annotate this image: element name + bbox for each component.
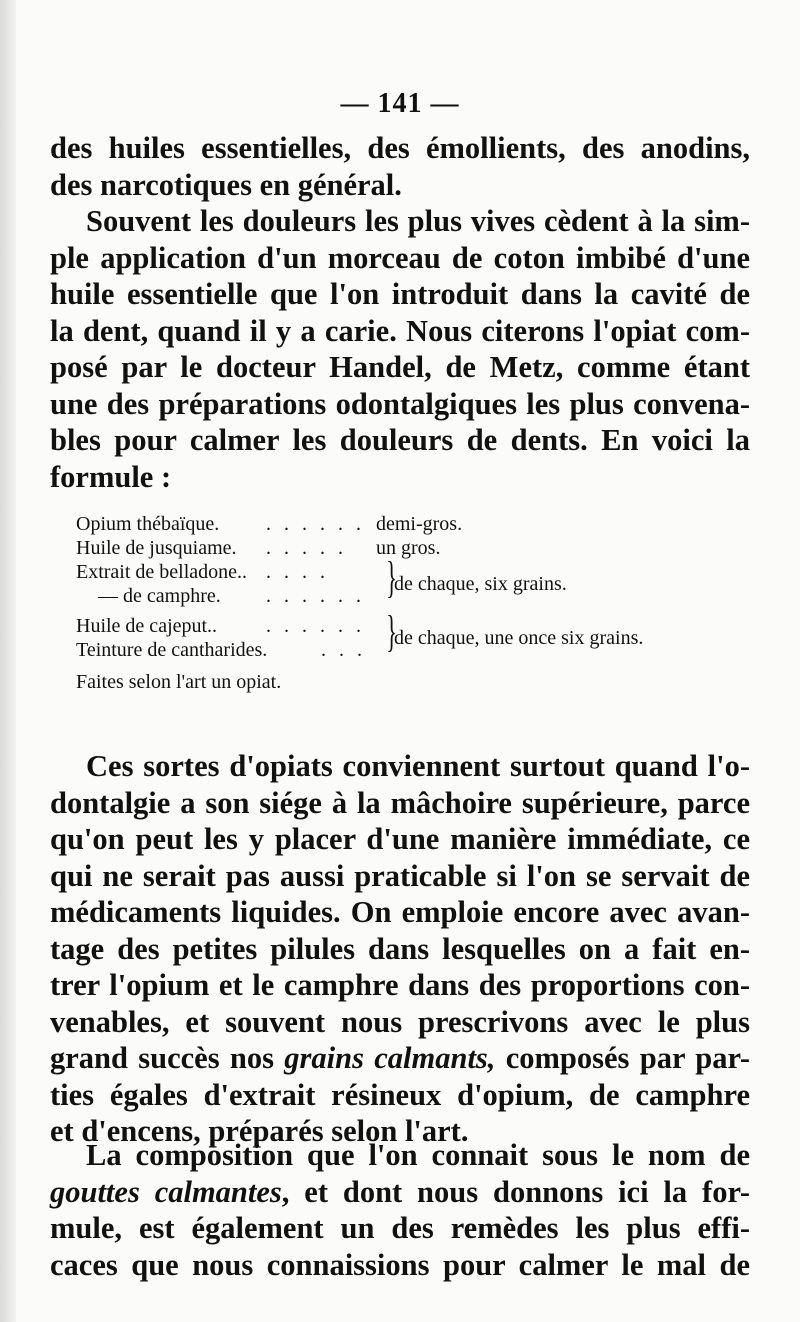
text-line: Ces sortes d'opiats conviennent surtout quand l'o- bbox=[86, 749, 750, 783]
formula-ingredient: — de camphre. bbox=[98, 585, 221, 607]
formula-quantity: demi-gros. bbox=[376, 513, 463, 535]
italic-term: gouttes calmantes bbox=[50, 1174, 282, 1209]
text-line: posé par le docteur Handel, de Metz, comme étant bbox=[50, 350, 750, 384]
text-line: huile essentielle que l'on introduit dans la cavité de bbox=[50, 277, 750, 311]
curly-brace-icon: } bbox=[386, 607, 397, 656]
formula-row bbox=[76, 638, 766, 662]
text-line: formule : bbox=[50, 459, 172, 494]
formula-shared-quantity: de chaque, six grains. bbox=[394, 573, 567, 595]
text-line: venables, et souvent nous prescrivons avec le plus bbox=[50, 1004, 750, 1039]
formula-row bbox=[76, 536, 766, 560]
opiat-formula bbox=[76, 512, 766, 694]
paragraph-4 bbox=[50, 1137, 750, 1283]
page-number: — 141 — bbox=[340, 88, 460, 119]
paragraph-1 bbox=[50, 130, 750, 203]
text-line: ple application d'un morceau de coton imbibé d'une bbox=[50, 240, 750, 275]
text-line: tage des petites pilules dans lesquelles on a fait en- bbox=[50, 931, 750, 966]
text-line: une des préparations odontalgiques les plus convena- bbox=[50, 386, 750, 421]
text-line: qui ne serait pas aussi praticable si l'on se servait de bbox=[50, 858, 750, 893]
formula-row bbox=[76, 512, 766, 536]
text-line bbox=[50, 1040, 750, 1077]
formula-directions-row bbox=[76, 670, 766, 694]
formula-directions: Faites selon l'art un opiat. bbox=[76, 671, 282, 693]
text-line: des huiles essentielles, des émollients, des anodins, bbox=[50, 131, 750, 165]
text-segment: composés par par- bbox=[495, 1041, 751, 1075]
text-line: La composition que l'on connait sous le nom de bbox=[86, 1138, 750, 1172]
formula-leader: . . . . . . bbox=[266, 615, 365, 637]
formula-leader: . . . . bbox=[266, 561, 329, 583]
text-line: caces que nous connaissions pour calmer le mal de bbox=[50, 1247, 750, 1282]
formula-shared-quantity: de chaque, une once six grains. bbox=[394, 627, 644, 649]
text-line: bles pour calmer les douleurs de dents. En voici la bbox=[50, 423, 750, 457]
formula-ingredient: Opium thébaïque. bbox=[76, 513, 220, 535]
text-line: médicaments liquides. On emploie encore avec avan- bbox=[50, 895, 750, 929]
formula-leader: . . . bbox=[321, 639, 366, 661]
text-segment: grand succès nos bbox=[50, 1041, 285, 1075]
page-edge-shadow bbox=[0, 0, 16, 1322]
italic-term: grains calmants, bbox=[284, 1041, 496, 1075]
text-line: dontalgie a son siége à la mâchoire supérieure, parce bbox=[50, 785, 750, 820]
text-line: des narcotiques en général. bbox=[50, 167, 402, 202]
formula-quantity: un gros. bbox=[376, 537, 441, 559]
formula-row bbox=[76, 584, 766, 608]
text-line: ties égales d'extrait résineux d'opium, de camphre bbox=[50, 1077, 750, 1112]
formula-leader: . . . . . . bbox=[266, 585, 365, 607]
formula-ingredient: Extrait de belladone.. bbox=[76, 561, 248, 583]
text-line: et d'encens, préparés selon l'art. bbox=[50, 1114, 469, 1148]
text-line bbox=[50, 1174, 750, 1211]
formula-leader: . . . . . . bbox=[266, 513, 365, 535]
paragraph-3 bbox=[50, 748, 750, 1150]
text-line: trer l'opium et le camphre dans des proportions con- bbox=[50, 968, 750, 1002]
text-line: qu'on peut les y placer d'une manière immédiate, ce bbox=[50, 822, 750, 856]
curly-brace-icon: } bbox=[386, 553, 397, 602]
text-line: la dent, quand il y a carie. Nous citerons l'opiat com- bbox=[50, 313, 750, 348]
formula-leader: . . . . . bbox=[266, 537, 347, 559]
text-line: mule, est également un des remèdes les plus effi- bbox=[50, 1211, 750, 1245]
formula-ingredient: Huile de cajeput.. bbox=[76, 615, 218, 637]
formula-ingredient: Teinture de cantharides. bbox=[76, 639, 268, 661]
text-segment: , et dont nous donnons ici la for- bbox=[281, 1174, 750, 1209]
formula-ingredient: Huile de jusquiame. bbox=[76, 537, 237, 559]
text-line: Souvent les douleurs les plus vives cèdent à la sim- bbox=[86, 204, 750, 238]
paragraph-2 bbox=[50, 203, 750, 495]
